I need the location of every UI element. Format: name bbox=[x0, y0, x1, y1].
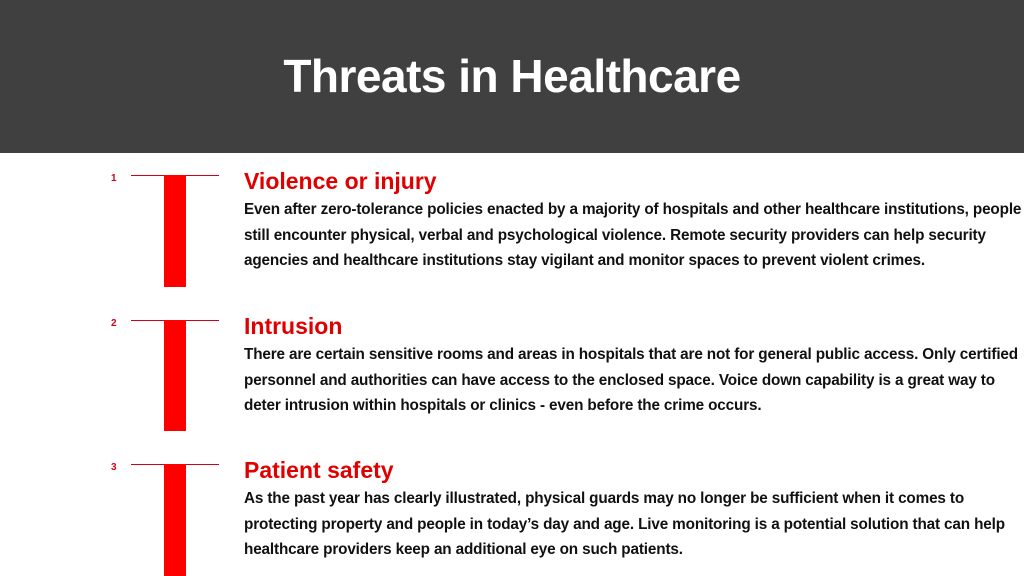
item-accent-bar bbox=[164, 175, 186, 287]
item-number: 1 bbox=[111, 173, 117, 184]
item-heading: Patient safety bbox=[244, 457, 394, 483]
slide-title: Threats in Healthcare bbox=[283, 50, 741, 102]
item-accent-bar bbox=[164, 464, 186, 576]
item-description: As the past year has clearly illustrated, physical guards may no longer be sufficient when it comes to protecting property and people in today’s day and age. Live monitoring is a potential solution that can help healthcare providers keep an additional eye on such patients. bbox=[244, 490, 1005, 558]
item-number: 2 bbox=[111, 318, 117, 329]
item-heading: Violence or injury bbox=[244, 168, 437, 194]
item-description: There are certain sensitive rooms and areas in hospitals that are not for general public access. Only certified personnel and authorities can have access to the enclosed space. Voice down capability is a great way to deter intrusion within hospitals or clinics - even before the crime occurs. bbox=[244, 346, 1018, 414]
item-accent-bar bbox=[164, 320, 186, 431]
item-description: Even after zero-tolerance policies enacted by a majority of hospitals and other healthcare institutions, people still encounter physical, verbal and psychological violence. Remote security providers can help security agencies and healthcare institutions stay vigilant and monitor spaces to prevent violent crimes. bbox=[244, 201, 1022, 269]
item-number: 3 bbox=[111, 462, 117, 473]
title-banner bbox=[0, 0, 1024, 153]
item-heading: Intrusion bbox=[244, 313, 343, 339]
